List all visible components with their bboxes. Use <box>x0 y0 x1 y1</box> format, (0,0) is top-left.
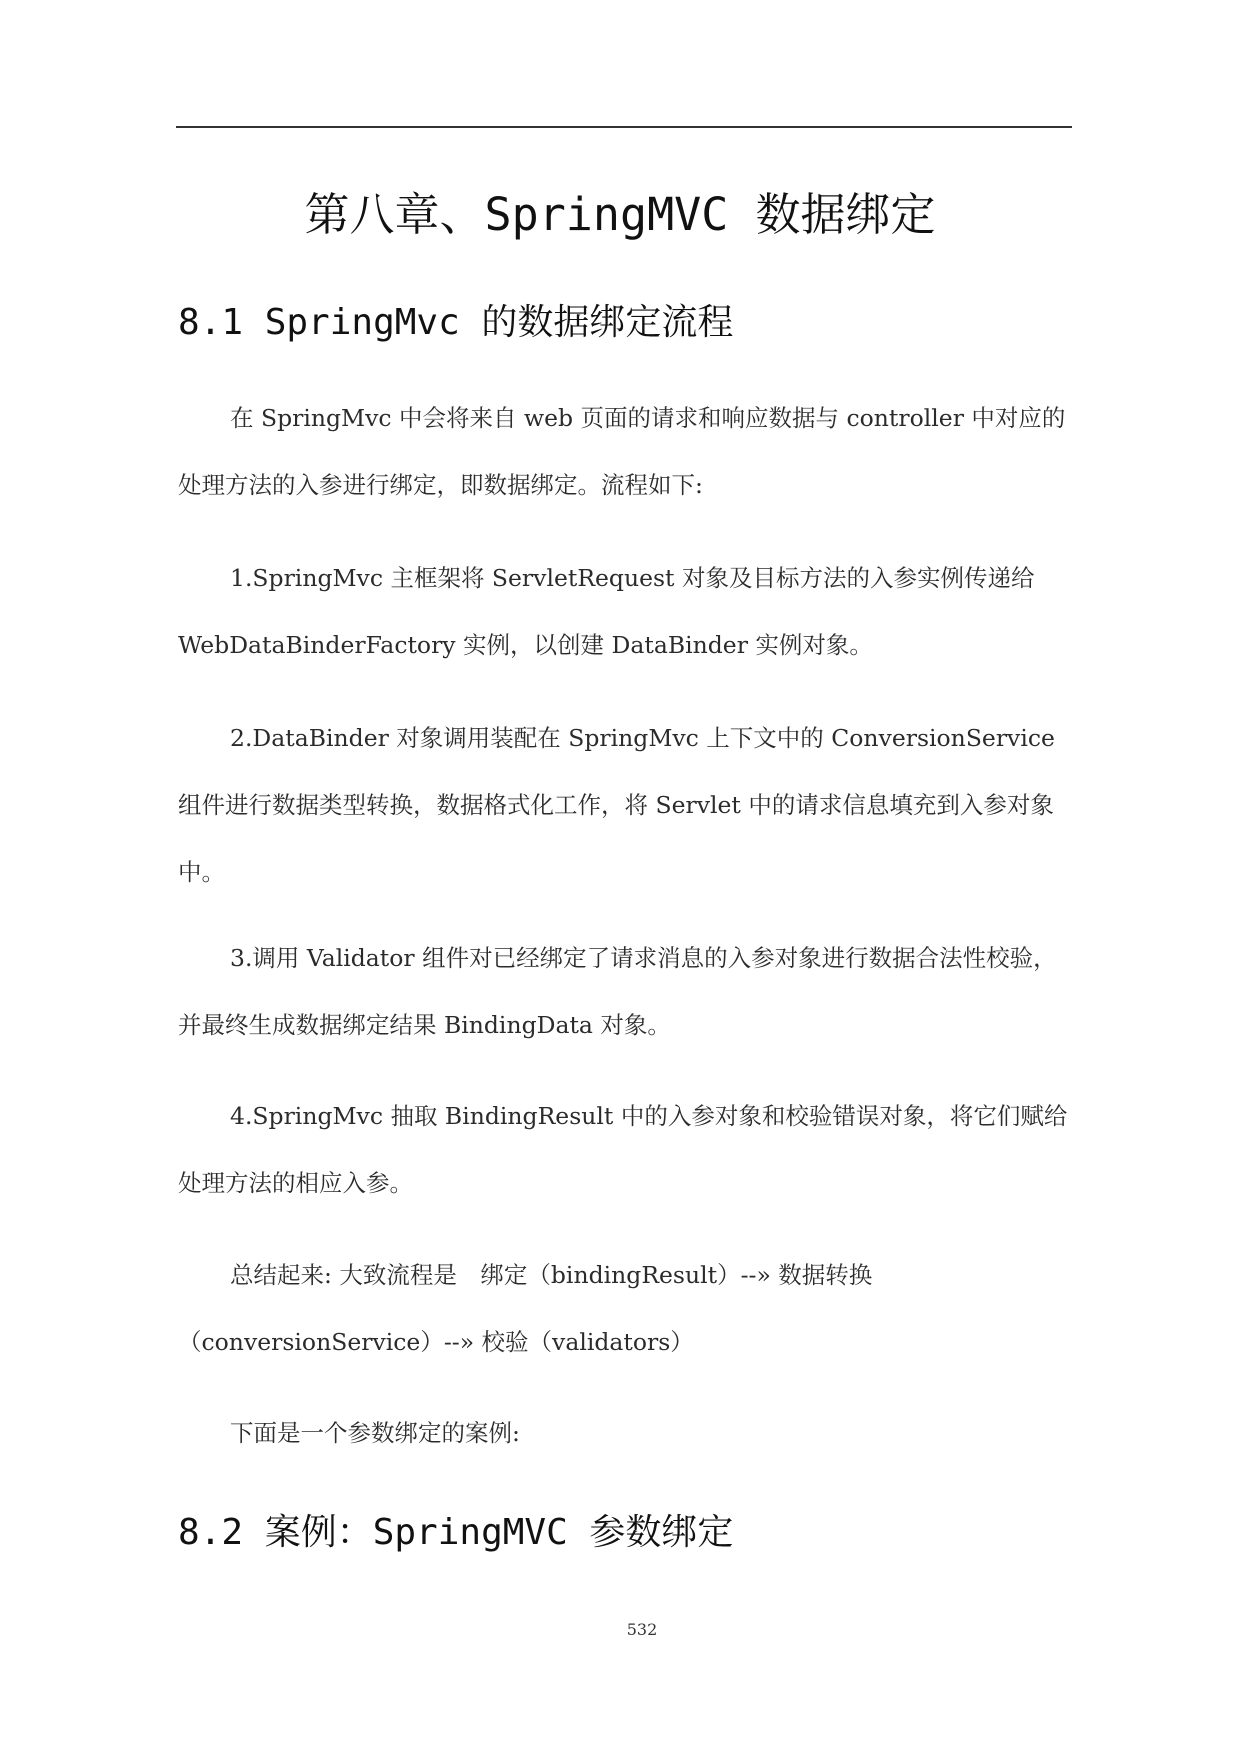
step-4-paragraph: 4.SpringMvc 抽取 BindingResult 中的入参对象和校验错误对象，将它们赋给处理方法的相应入参。 <box>178 1102 1068 1197</box>
example-lead-paragraph: 下面是一个参数绑定的案例: <box>230 1419 520 1447</box>
section-title-8-2: 8.2 案例：SpringMVC 参数绑定 <box>178 1512 734 1553</box>
page-number: 532 <box>626 1620 658 1639</box>
section-title-8-1: 8.1 SpringMvc 的数据绑定流程 <box>178 302 734 343</box>
summary-paragraph: 总结起来: 大致流程是 绑定（bindingResult）--» 数据转换（conversionService）--» 校验（validators） <box>178 1261 873 1356</box>
intro-paragraph: 在 SpringMvc 中会将来自 web 页面的请求和响应数据与 controller 中对应的处理方法的入参进行绑定，即数据绑定。流程如下: <box>178 404 1066 499</box>
step-3-paragraph: 3.调用 Validator 组件对已经绑定了请求消息的入参对象进行数据合法性校验，并最终生成数据绑定结果 BindingData 对象。 <box>178 944 1057 1039</box>
header-rule <box>176 126 1072 128</box>
step-2-paragraph: 2.DataBinder 对象调用装配在 SpringMvc 上下文中的 ConversionService 组件进行数据类型转换，数据格式化工作，将 Servlet 中的请求信息填充到入参对象中。 <box>178 724 1055 886</box>
step-1-paragraph: 1.SpringMvc 主框架将 ServletRequest 对象及目标方法的入参实例传递给 WebDataBinderFactory 实例，以创建 DataBinder 实例对象。 <box>178 564 1035 659</box>
chapter-title: 第八章、SpringMVC 数据绑定 <box>304 188 936 241</box>
